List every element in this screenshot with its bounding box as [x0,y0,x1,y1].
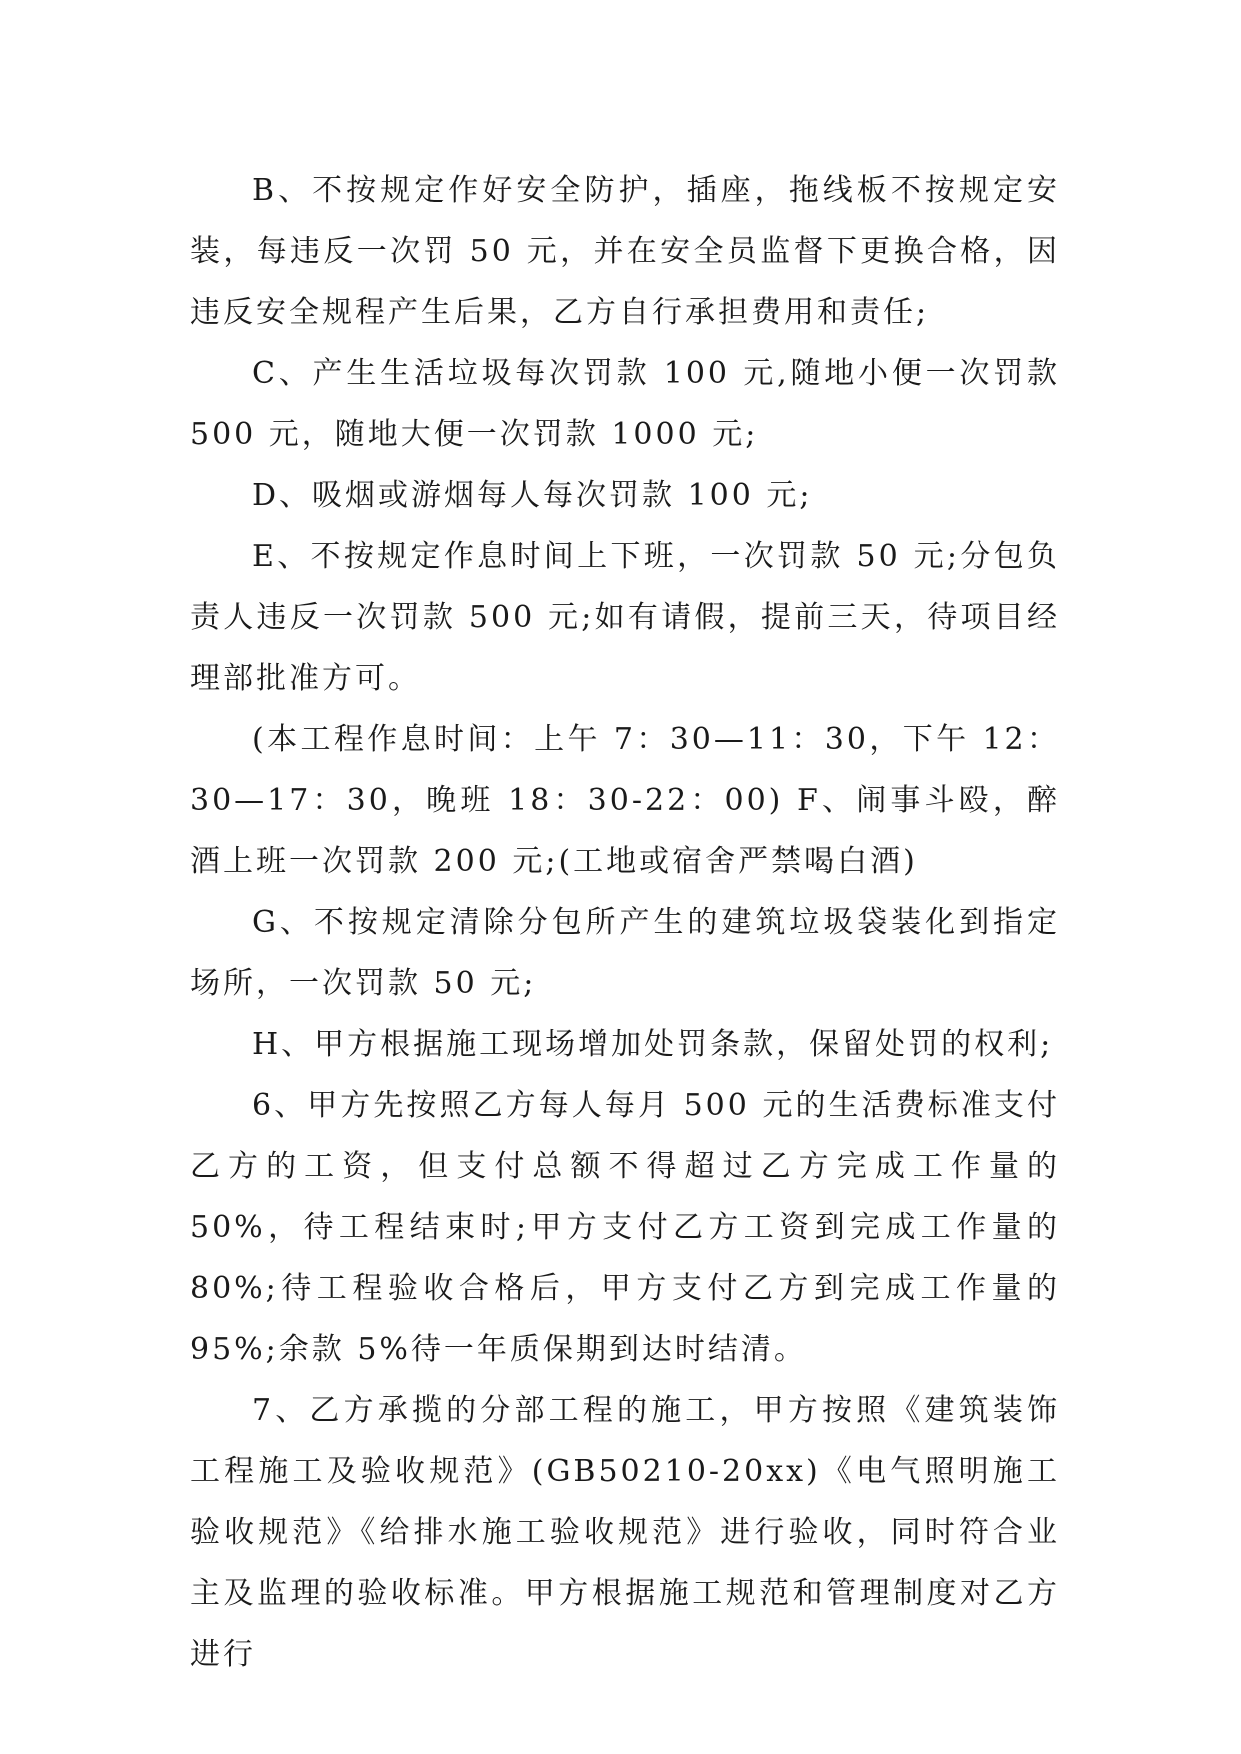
paragraph-6: 6、甲方先按照乙方每人每月 500 元的生活费标准支付乙方的工资，但支付总额不得超过乙方完成工作量的 50%，待工程结束时;甲方支付乙方工资到完成工作量的 80%;待工程验收合格后，甲方支付乙方到完成工作量的 95%;余款 5%待一年质保期到达时结清。 [190,1088,1060,1367]
paragraph-h: H、甲方根据施工现场增加处罚条款，保留处罚的权利; [252,1027,1054,1062]
paragraph-b: B、不按规定作好安全防护，插座，拖线板不按规定安装，每违反一次罚 50 元，并在安全员监督下更换合格，因违反安全规程产生后果，乙方自行承担费用和责任; [190,173,1060,330]
paragraph-d: D、吸烟或游烟每人每次罚款 100 元; [252,478,813,513]
paragraph-7: 7、乙方承揽的分部工程的施工，甲方按照《建筑装饰工程施工及验收规范》(GB50210-20xx)《电气照明施工验收规范》《给排水施工验收规范》进行验收，同时符合业主及监理的验收标准。甲方根据施工规范和管理制度对乙方进行 [190,1393,1060,1672]
paragraph-schedule-f: (本工程作息时间：上午 7：30—11：30，下午 12：30—17：30，晚班 18：30-22：00) F、闹事斗殴，醉酒上班一次罚款 200 元;(工地或宿舍严禁喝白酒) [190,722,1060,879]
paragraph-c: C、产生生活垃圾每次罚款 100 元,随地小便一次罚款 500 元，随地大便一次罚款 1000 元; [190,356,1060,452]
document-body [190,160,1060,1685]
paragraph-g: G、不按规定清除分包所产生的建筑垃圾袋装化到指定场所，一次罚款 50 元; [190,905,1060,1001]
paragraph-e: E、不按规定作息时间上下班，一次罚款 50 元;分包负责人违反一次罚款 500 元;如有请假，提前三天，待项目经理部批准方可。 [190,539,1060,696]
